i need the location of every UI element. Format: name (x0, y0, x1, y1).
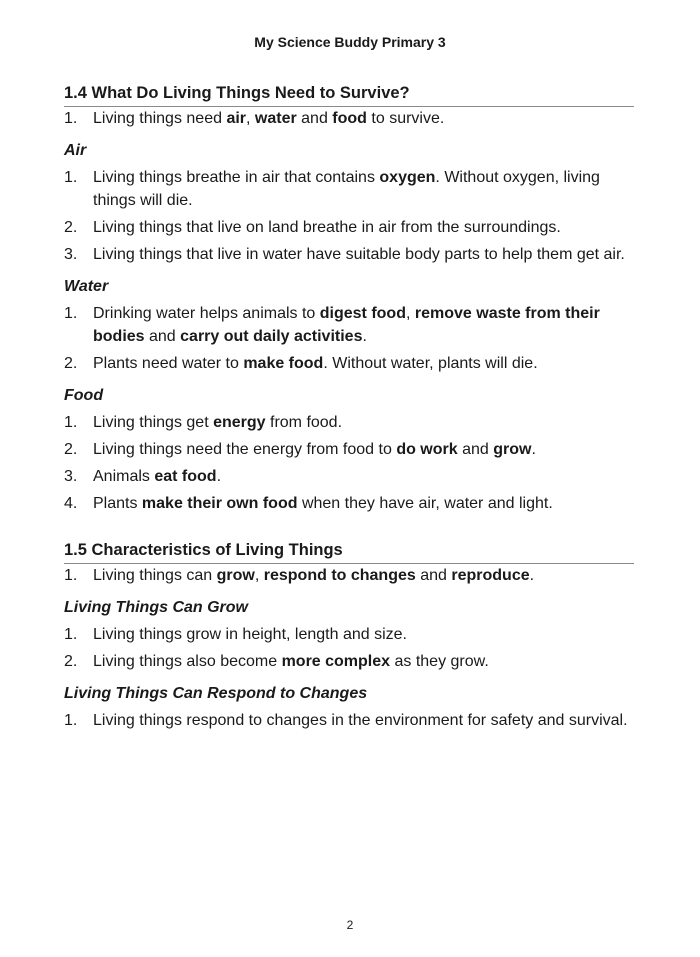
emphasis-text: air (226, 110, 247, 127)
list-item-text: , (254, 567, 264, 584)
list-item-number: 1. (64, 712, 78, 729)
list-item (64, 492, 634, 515)
list-item-number: 3. (64, 246, 78, 263)
emphasis-text: do work (396, 441, 458, 458)
list-item (64, 352, 634, 375)
list-item-text: . (216, 468, 222, 485)
section-title-1-5: 1.5 Characteristics of Living Things (64, 541, 634, 564)
emphasis-text: grow (493, 441, 532, 458)
list-item-text: and (144, 328, 181, 345)
list-item-text: Living things breathe in air that contains (93, 169, 380, 186)
list-item-text: and (296, 110, 333, 127)
emphasis-text: eat food (154, 468, 217, 485)
page-number: 2 (346, 918, 354, 932)
emphasis-text: respond to changes (263, 567, 416, 584)
list-item (64, 438, 634, 461)
subheading-food: Food (64, 387, 104, 404)
list-item-text: Plants (93, 495, 142, 512)
list-item (64, 107, 634, 130)
emphasis-text: reproduce (451, 567, 530, 584)
list-item (64, 709, 634, 732)
list-item-number: 4. (64, 495, 78, 512)
list-item (64, 650, 634, 673)
list-item-text: Living things that live on land breathe in air from the surroundings. (93, 219, 561, 236)
list-item-number: 1. (64, 414, 78, 431)
list-item-text: Living things also become (93, 653, 282, 670)
list-item (64, 564, 634, 587)
respond-list (64, 709, 634, 732)
emphasis-text: make their own food (141, 495, 298, 512)
list-item-number: 1. (64, 567, 78, 584)
list-item-text: Plants need water to (93, 355, 244, 372)
water-list (64, 302, 634, 375)
list-item-text: Living things that live in water have suitable body parts to help them get air. (93, 246, 625, 263)
emphasis-text: oxygen (379, 169, 436, 186)
list-item-text: Drinking water helps animals to (93, 305, 320, 322)
page-content (64, 84, 634, 736)
subheading-respond: Living Things Can Respond to Changes (64, 685, 368, 702)
emphasis-text: food (332, 110, 367, 127)
list-item (64, 411, 634, 434)
emphasis-text: carry out daily activities (180, 328, 363, 345)
section-1-5-intro-list (64, 564, 634, 587)
emphasis-text: water (254, 110, 297, 127)
list-item-text: Living things need the energy from food to (93, 441, 397, 458)
list-item-text: from food. (265, 414, 343, 431)
air-list (64, 166, 634, 266)
list-item-number: 2. (64, 219, 78, 236)
list-item-number: 1. (64, 110, 78, 127)
list-item-text: Living things can (93, 567, 217, 584)
food-list (64, 411, 634, 515)
emphasis-text: digest food (319, 305, 406, 322)
section-spacer (64, 519, 634, 541)
emphasis-text: make food (243, 355, 324, 372)
list-item-text: as they grow. (390, 653, 489, 670)
list-item-text: . Without water, plants will die. (323, 355, 538, 372)
book-title: My Science Buddy Primary 3 (254, 34, 446, 50)
list-item (64, 623, 634, 646)
list-item-text: Living things need (93, 110, 227, 127)
subheading-water: Water (64, 278, 109, 295)
list-item-text: Living things get (93, 414, 214, 431)
list-item (64, 166, 634, 212)
emphasis-text: more complex (281, 653, 391, 670)
subheading-grow: Living Things Can Grow (64, 599, 248, 616)
list-item-text: when they have air, water and light. (297, 495, 553, 512)
list-item-text: Animals (93, 468, 155, 485)
list-item (64, 302, 634, 348)
emphasis-text: grow (216, 567, 255, 584)
list-item-text: . (529, 567, 535, 584)
grow-list (64, 623, 634, 673)
list-item-text: , (405, 305, 415, 322)
emphasis-text: remove waste from their bodies (93, 305, 600, 345)
list-item-number: 2. (64, 355, 78, 372)
list-item-number: 3. (64, 468, 78, 485)
list-item-number: 1. (64, 169, 78, 186)
list-item-text: Living things respond to changes in the environment for safety and survival. (93, 712, 628, 729)
list-item (64, 243, 634, 266)
list-item (64, 465, 634, 488)
list-item-number: 1. (64, 305, 78, 322)
section-1-4-intro-list (64, 107, 634, 130)
list-item-text: to survive. (366, 110, 445, 127)
list-item-number: 1. (64, 626, 78, 643)
list-item-text: . (362, 328, 367, 345)
list-item-text: and (415, 567, 452, 584)
list-item-text: , (246, 110, 255, 127)
list-item-number: 2. (64, 441, 78, 458)
list-item-text: and (457, 441, 494, 458)
section-title-1-4: 1.4 What Do Living Things Need to Survive? (64, 84, 634, 107)
subheading-air: Air (64, 142, 87, 159)
list-item-text: . (531, 441, 536, 458)
list-item (64, 216, 634, 239)
list-item-text: Living things grow in height, length and size. (93, 626, 407, 643)
emphasis-text: energy (213, 414, 266, 431)
list-item-text: . Without oxygen, living things will die. (93, 169, 600, 209)
list-item-number: 2. (64, 653, 78, 670)
